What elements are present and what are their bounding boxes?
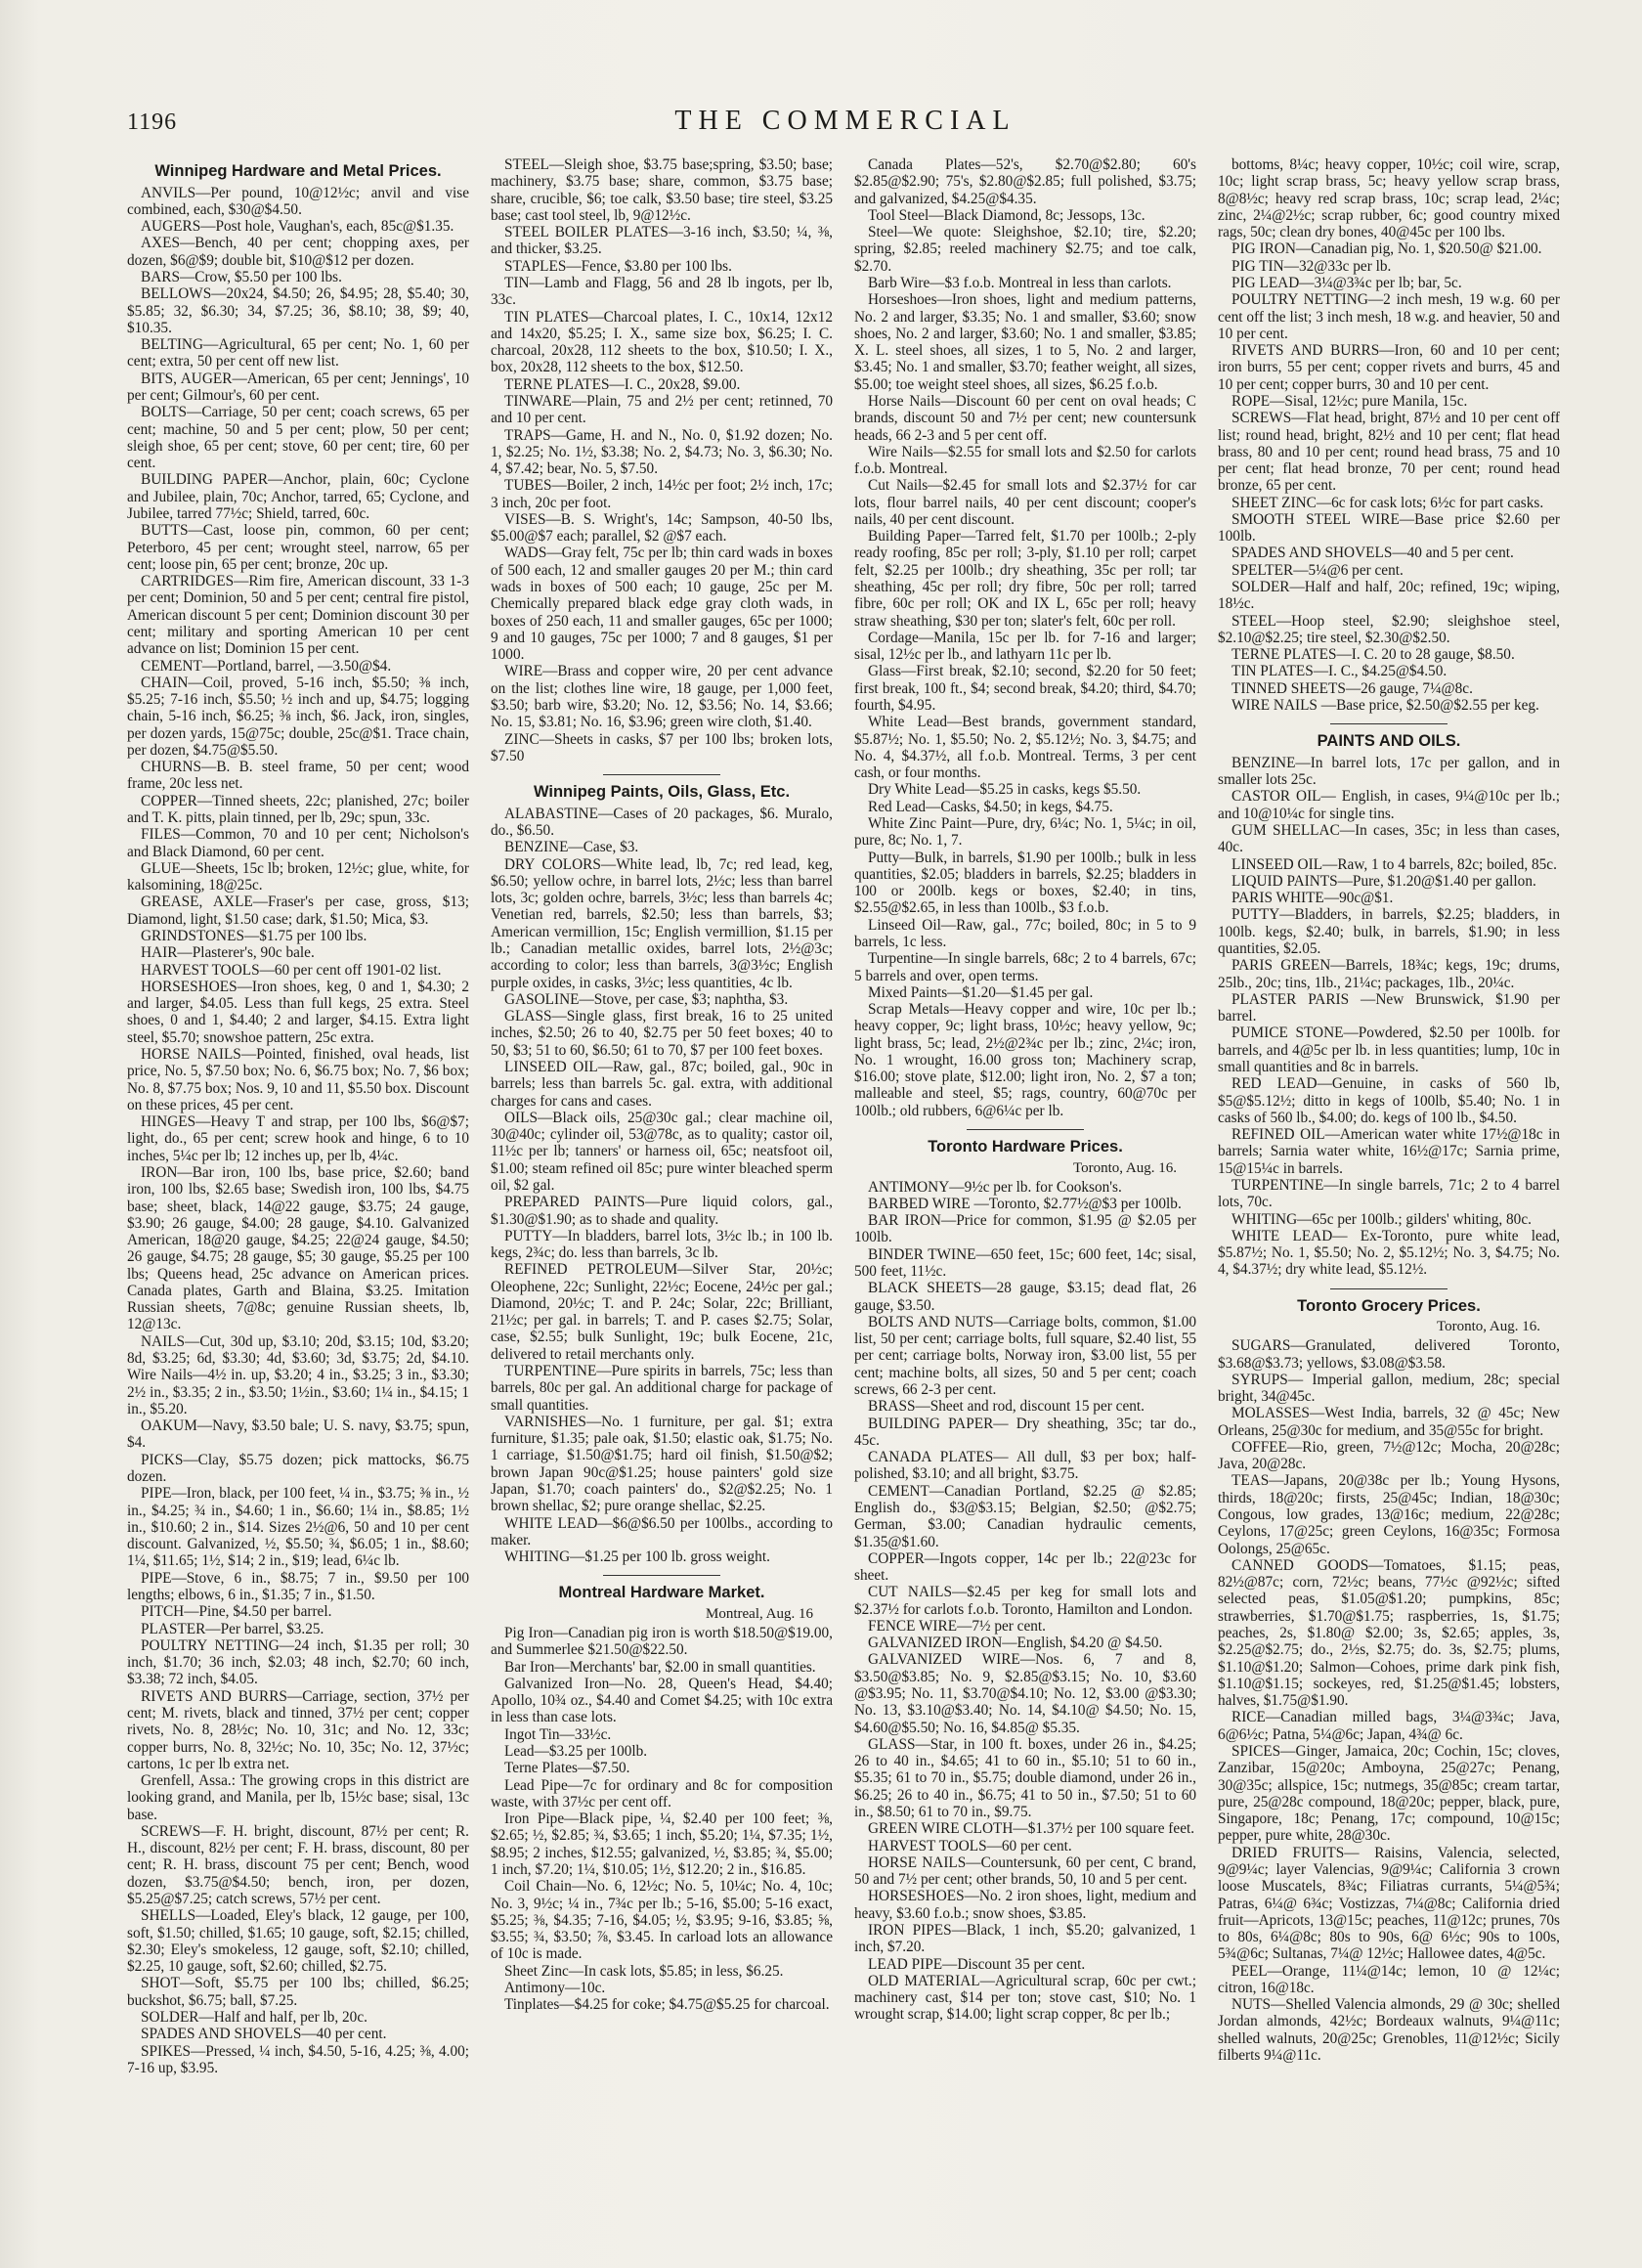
price-entry: BARBED WIRE —Toronto, $2.77½@$3 per 100lb. (868, 1195, 1182, 1212)
price-entry: BOLTS—Carriage, 50 per cent; coach screws, 65 per cent; machine, 50 and 5 per cent; plow, 50 per cent; sleigh shoe, 65 per cent; stove, 60 per cent; tire, 60 per cent. (127, 404, 469, 472)
price-entry: MOLASSES—West India, barrels, 32 @ 45c; New Orleans, 25@30c for medium, and 35@55c for bright. (1218, 1405, 1560, 1439)
price-entry: GASOLINE—Stove, per case, $3; naphtha, $3. (504, 990, 789, 1008)
price-entry: COFFEE—Rio, green, 7½@12c; Mocha, 20@28c; Java, 20@28c. (1218, 1438, 1560, 1473)
price-entry: HORSESHOES—No. 2 iron shoes, light, medium and heavy, $3.60 f.o.b.; snow shoes, $3.85. (854, 1888, 1196, 1922)
price-entry: Putty—Bulk, in barrels, $1.90 per 100lb.; bulk in less quantities, $2.05; bladders in barrels, $2.25; bladders in 100 or 200lb. kegs or boxes, $2.40; in tins, $2.55@$2.65, in less than 100lb., $3 f.o.b. (854, 849, 1196, 917)
price-entry: Lead Pipe—7c for ordinary and 8c for composition waste, with 37½c per cent off. (491, 1776, 833, 1810)
price-entry: LIQUID PAINTS—Pure, $1.20@$1.40 per gallon. (1232, 872, 1536, 890)
price-entry: Lead—$3.25 per 100lb. (504, 1742, 648, 1760)
price-entry: WHITE LEAD— Ex-Toronto, pure white lead, $5.87½; No. 1, $5.50; No. 2, $5.12½; No. 3, $4.75; No. 4, $4.37½; dry white lead, $5.12½. (1218, 1227, 1560, 1279)
price-entry: Ingot Tin—33½c. (504, 1725, 612, 1743)
price-entry: BELTING—Agricultural, 65 per cent; No. 1, 60 per cent; extra, 50 per cent off new list. (127, 336, 469, 371)
price-entry: LINSEED OIL—Raw, 1 to 4 barrels, 82c; boiled, 85c. (1232, 855, 1557, 873)
price-entry: STEEL—Hoop steel, $2.90; sleighshoe steel, $2.10@$2.25; tire steel, $2.30@$2.50. (1218, 612, 1560, 646)
price-entry: BRASS—Sheet and rod, discount 15 per cent. (868, 1398, 1145, 1416)
price-entry: DRIED FRUITS— Raisins, Valencia, selected, 9@9¼c; layer Valencias, 9@9¼c; California 3 crown loose Muscatels, 8¾c; Filiatras currants, 5¼@5¾; Patras, 6¼@ 6¾c; Vostizzas, 7¼@8c; California dried fruit—Apricots, 13@15c; peaches, 11@12c; prunes, 70s to 80s, 6¼@8c; 80s to 90s, 6@ 6½c; 90s to 100s, 5¾@6c; Sultanas, 7¼@ 12½c; Hallowee dates, 4@5c. (1218, 1844, 1560, 1963)
price-entry: WIRE—Brass and copper wire, 20 per cent advance on the list; clothes line wire, 18 gauge, per 1,000 feet, $3.50; barb wire, $3.20; No. 12, $3.56; No. 14, $3.66; No. 15, $3.81; No. 16, $3.96; green wire cloth, $1.40. (491, 663, 833, 731)
price-entry: SYRUPS— Imperial gallon, medium, 28c; special bright, 34@45c. (1218, 1371, 1560, 1406)
price-entry: CANNED GOODS—Tomatoes, $1.15; peas, 82½@87c; corn, 72½c; beans, 77½c @92½c; sifted selected peas, $1.05@$1.20; pumpkins, 85c; strawberries, $1.70@$1.75; raspberries, 1s, $1.75; peaches, 2s, $1.80@ $2.00; 3s, $2.65; apples, 3s, $2.25@$2.75; do., 2½s, $2.75; do. 3s, $2.75; plums, $1.10@$1.20; Salmon—Cohoes, prime dark pink fish, $1.10@$1.15; sockeyes, red, $1.25@$1.45; lobsters, halves, $1.75@$1.90. (1218, 1556, 1560, 1710)
price-entry: TEAS—Japans, 20@38c per lb.; Young Hysons, thirds, 18@20c; firsts, 25@45c; Indian, 18@30c; Congous, low grades, 13@16c; medium, 22@28c; Ceylons, 17@25c; green Ceylons, 16@35c; Formosa Oolongs, 25@65c. (1218, 1472, 1560, 1557)
price-entry: ANTIMONY—9½c per lb. for Cookson's. (868, 1178, 1122, 1196)
price-entry: GLASS—Single glass, first break, 16 to 25 united inches, $2.50; 26 to 40, $2.75 per 50 feet boxes; 40 to 50, $3; 51 to 60, $6.50; 61 to 70, $7 per 100 feet boxes. (491, 1008, 833, 1059)
price-entry: CHURNS—B. B. steel frame, 50 per cent; wood frame, 20c less net. (127, 759, 469, 793)
price-entry: COPPER—Tinned sheets, 22c; planished, 27c; boiler and T. K. pitts, plain tinned, per lb, 29c; spun, 33c. (127, 792, 469, 827)
price-entry: TRAPS—Game, H. and N., No. 0, $1.92 dozen; No. 1, $2.25; No. 1½, $3.38; No. 2, $4.73; No. 3, $6.30; No. 4, $7.42; bear, No. 5, $7.50. (491, 426, 833, 478)
page-header (127, 106, 1564, 145)
price-entry: LEAD PIPE—Discount 35 per cent. (868, 1955, 1086, 1973)
price-entry: COPPER—Ingots copper, 14c per lb.; 22@23c for sheet. (854, 1549, 1196, 1585)
section-divider (603, 774, 720, 775)
price-entry: HARVEST TOOLS—60 per cent. (868, 1837, 1072, 1854)
price-entry: Sheet Zinc—In cask lots, $5.85; in less, $6.25. (504, 1962, 784, 1980)
price-entry: BUILDING PAPER—Anchor, plain, 60c; Cyclone and Jubilee, plain, 70c; Anchor, tarred, 65; Cyclone, and Jubilee, tarred 77½c; Shield, tarred, 60c. (127, 471, 469, 522)
price-entry: Glass—First break, $2.10; second, $2.20 for 50 feet; first break, 100 ft., $4; second break, $4.20; third, $4.70; fourth, $4.95. (854, 663, 1196, 714)
price-entry: STEEL—Sleigh shoe, $3.75 base;spring, $3.50; base; machinery, $3.75 base; share, common, $3.75 base; share, crucible, $6; toe calk, $3.50 base; tire steel, $3.25 base; cast tool steel, lb, 9@12½c. (491, 156, 833, 224)
price-entry: TINNED SHEETS—26 gauge, 7¼@8c. (1232, 679, 1473, 697)
price-entry: CARTRIDGES—Rim fire, American discount, 33 1-3 per cent; Dominion, 50 and 5 per cent; central fire pistol, American discount 5 per cent; Dominion discount 30 per cent; military and sporting American 10 per cent advance on list; Dominion 15 per cent. (127, 573, 469, 658)
price-entry: WADS—Gray felt, 75c per lb; thin card wads in boxes of 500 each, 12 and smaller gauges 20 per M.; thin card wads in boxes of 500 each; 10 gauge, 25c per M. Chemically prepared black edge gray cloth wads, in boxes of 250 each, 11 and smaller gauges, 65c per 1000; 9 and 10 gauges, 75c per 1000; 7 and 8 gauges, $1 per 1000. (491, 545, 833, 664)
price-entry: TIN PLATES—Charcoal plates, I. C., 10x14, 12x12 and 14x20, $5.25; I. X., same size box, $6.25; I. C. charcoal, 20x28, 112 sheets to the box, $10.50; I. X., box, 20x28, 112 sheets to the box, $12.50. (491, 308, 833, 376)
price-entry: AXES—Bench, 40 per cent; chopping axes, per dozen, $6@$9; double bit, $10@$12 per dozen. (127, 235, 469, 269)
price-entry: BENZINE—In barrel lots, 17c per gallon, and in smaller lots 25c. (1218, 754, 1560, 789)
price-entry: PIG TIN—32@33c per lb. (1232, 257, 1392, 275)
price-entry: SCREWS—Flat head, bright, 87½ and 10 per cent off list; round head, bright, 82½ and 10 per cent; flat head brass, 80 and 10 per cent; round head brass, 75 and 10 per cent; flat head bronze, 70 per cent; round head bronze, 65 per cent. (1218, 410, 1560, 495)
dateline: Montreal, Aug. 16 (706, 1606, 813, 1623)
price-entry: TIN—Lamb and Flagg, 56 and 28 lb ingots, per lb, 33c. (491, 274, 833, 309)
price-entry: HAIR—Plasterer's, 90c bale. (141, 944, 315, 962)
price-entry: Cordage—Manila, 15c per lb. for 7-16 and larger; sisal, 12½c per lb., and lathyarn 11c per lb. (854, 629, 1196, 664)
price-entry: BINDER TWINE—650 feet, 15c; 600 feet, 14c; sisal, 500 feet, 11½c. (854, 1245, 1196, 1281)
price-entry: CEMENT—Portland, barrel, —3.50@$4. (141, 657, 392, 675)
price-entry: SHEET ZINC—6c for cask lots; 6½c for part casks. (1232, 494, 1544, 511)
price-entry: CASTOR OIL— English, in cases, 9¼@10c per lb.; and 10@10¼c for single tins. (1218, 788, 1560, 822)
price-entry: TURPENTINE—In single barrels, 71c; 2 to 4 barrel lots, 70c. (1218, 1176, 1560, 1211)
price-entry: POULTRY NETTING—2 inch mesh, 19 w.g. 60 per cent off the list; 3 inch mesh, 18 w.g. and heavier, 50 and 10 per cent. (1218, 291, 1560, 342)
price-entry: Canada Plates—52's, $2.70@$2.80; 60's $2.85@$2.90; 75's, $2.80@$2.85; full polished, $3.75; and galvanized, $4.25@$4.35. (854, 156, 1196, 207)
price-entry: REFINED OIL—American water white 17½@18c in barrels; Sarnia water white, 16½@17c; Sarnia prime, 15@15¼c in barrels. (1218, 1126, 1560, 1177)
price-entry: FENCE WIRE—7½ per cent. (868, 1617, 1046, 1635)
price-entry: PARIS GREEN—Barrels, 18¾c; kegs, 19c; drums, 25lb., 20c; tins, 1lb., 21¼c; packages, 1lb., 20¼c. (1218, 957, 1560, 991)
price-entry: Pig Iron—Canadian pig iron is worth $18.50@$19.00, and Summerlee $21.50@$22.50. (491, 1625, 833, 1659)
price-entry: BUILDING PAPER— Dry sheathing, 35c; tar do., 45c. (854, 1415, 1196, 1449)
price-entry: GUM SHELLAC—In cases, 35c; in less than cases, 40c. (1218, 822, 1560, 856)
price-entry: SCREWS—F. H. bright, discount, 87½ per cent; R. H., discount, 82½ per cent; F. H. brass, discount, 80 per cent; R. H. brass, discount 75 per cent; Bench, wood dozen, $3.75@$4.50; bench, iron, per dozen, $5.25@$7.25; catch screws, 57½ per cent. (127, 1822, 469, 1908)
price-entry: ROPE—Sisal, 12½c; pure Manila, 15c. (1232, 392, 1468, 410)
masthead: THE COMMERCIAL (674, 106, 1016, 136)
text-columns (127, 156, 1564, 2209)
price-entry: SPELTER—5¼@6 per cent. (1232, 561, 1404, 579)
price-entry: CHAIN—Coil, proved, 5-16 inch, $5.50; ⅜ inch, $5.25; 7-16 inch, $5.50; ½ inch and up, $4.75; logging chain, 5-16 inch, $6.25; ⅜ inch, $6. Jack, iron, singles, per dozen yards, 15@75c; double, 25c@$1. Trace chain, per dozen, $4.75@$5.50. (127, 674, 469, 759)
price-entry: SHELLS—Loaded, Eley's black, 12 gauge, per 100, soft, $1.50; chilled, $1.65; 10 gauge, soft, $2.15; chilled, $2.30; Eley's smokeless, 12 gauge, soft, $2.10; chilled, $2.25, 10 gauge, soft, $2.60; chilled, $2.75. (127, 1907, 469, 1976)
price-entry: NAILS—Cut, 30d up, $3.10; 20d, $3.15; 10d, $3.20; 8d, $3.25; 6d, $3.30; 4d, $3.60; 3d, $3.75; 2d, $4.10. Wire Nails—4½ in. up, $3.20; 4 in., $3.25; 3 in., $3.30; 2½ in., $3.35; 2 in., $3.50; 1½in., $3.60; 1¼ in., $4.15; 1 in., $5.20. (127, 1332, 469, 1418)
price-entry: SUGARS—Granulated, delivered Toronto, $3.68@$3.73; yellows, $3.08@$3.58. (1218, 1337, 1560, 1372)
price-entry: ZINC—Sheets in casks, $7 per 100 lbs; broken lots, $7.50 (491, 730, 833, 764)
price-entry: POULTRY NETTING—24 inch, $1.35 per roll; 30 inch, $1.70; 36 inch, $2.03; 48 inch, $2.70; 60 inch, $3.38; 72 inch, $4.05. (127, 1636, 469, 1688)
column-1 (127, 156, 469, 2209)
price-entry: Building Paper—Tarred felt, $1.70 per 100lb.; 2-ply ready roofing, 85c per roll; 3-ply, $1.10 per roll; carpet felt, $2.25 per 100lb.; dry sheathing, 35c per roll; tar sheathing, 45c per roll; dry fibre, 50c per roll; tarred fibre, 60c per roll; OK and IX L, 65c per roll; heavy straw sheathing, $30 per ton; slater's felt, 60c per roll. (854, 528, 1196, 630)
price-entry: PITCH—Pine, $4.50 per barrel. (141, 1603, 332, 1621)
price-entry: Bar Iron—Merchants' bar, $2.00 in small quantities. (504, 1658, 816, 1676)
dateline: Toronto, Aug. 16. (1436, 1319, 1540, 1335)
price-entry: TURPENTINE—Pure spirits in barrels, 75c; less than barrels, 80c per gal. An additional charge for package of small quantities. (491, 1363, 833, 1414)
price-entry: RIVETS AND BURRS—Iron, 60 and 10 per cent; iron burrs, 55 per cent; copper rivets and burrs, 45 and 10 per cent; copper burrs, 30 and 10 per cent. (1218, 342, 1560, 393)
price-entry: VISES—B. S. Wright's, 14c; Sampson, 40-50 lbs, $5.00@$7 each; parallel, $2 @$7 each. (491, 510, 833, 545)
section-title: Winnipeg Hardware and Metal Prices. (154, 162, 442, 180)
price-entry: Tool Steel—Black Diamond, 8c; Jessops, 13c. (868, 206, 1145, 224)
price-entry: HARVEST TOOLS—60 per cent off 1901-02 list. (141, 961, 442, 979)
price-entry: OLD MATERIAL—Agricultural scrap, 60c per cwt.; machinery cast, $14 per ton; stove cast, $10; No. 1 wrought scrap, $14.00; light scrap copper, 8c per lb.; (854, 1972, 1196, 2024)
section-title: PAINTS AND OILS. (1317, 732, 1461, 751)
price-entry: BITS, AUGER—American, 65 per cent; Jennings', 10 per cent; Gilmour's, 60 per cent. (127, 370, 469, 405)
price-entry: TUBES—Boiler, 2 inch, 14½c per foot; 2½ inch, 17c; 3 inch, 20c per foot. (491, 477, 833, 511)
section-title: Winnipeg Paints, Oils, Glass, Etc. (533, 783, 791, 802)
price-entry: BUTTS—Cast, loose pin, common, 60 per cent; Peterboro, 45 per cent; wrought steel, narrow, 65 per cent; loose pin, 65 per cent; bronze, 20c up. (127, 522, 469, 573)
price-entry: PIPE—Iron, black, per 100 feet, ¼ in., $3.75; ⅜ in., ½ in., $4.25; ¾ in., $4.60; 1 in., $6.60; 1¼ in., $8.85; 1½ in., $10.60; 2 in., $14. Sizes 2½@6, 50 and 10 per cent discount. Galvanized, ½, $5.50; ¾, $6.05; 1 in., $8.60; 1¼, $11.65; 1½, $14; 2 in., $19; lead, 6¼c lb. (127, 1485, 469, 1570)
price-entry: Mixed Paints—$1.20—$1.45 per gal. (868, 983, 1094, 1001)
price-entry: Red Lead—Casks, $4.50; in kegs, $4.75. (868, 798, 1113, 815)
price-entry: GLUE—Sheets, 15c lb; broken, 12½c; glue, white, for kalsomining, 18@25c. (127, 859, 469, 894)
price-entry: BAR IRON—Price for common, $1.95 @ $2.05 per 100lb. (854, 1212, 1196, 1246)
price-entry: RIVETS AND BURRS—Carriage, section, 37½ per cent; M. rivets, black and tinned, 37½ per cent; copper rivets, No. 8, 28½c; No. 10, 31c; and No. 12, 33c; copper burrs, No. 8, 32½c; No. 10, 35c; No. 12, 37½c; cartons, 1c per lb extra net. (127, 1687, 469, 1772)
page-number: 1196 (127, 109, 178, 135)
section-divider (1330, 723, 1448, 724)
price-entry: GALVANIZED IRON—English, $4.20 @ $4.50. (868, 1635, 1163, 1652)
price-entry: PIG IRON—Canadian pig, No. 1, $20.50@ $21.00. (1232, 240, 1542, 258)
price-entry: GALVANIZED WIRE—Nos. 6, 7 and 8, $3.50@$3.85; No. 9, $2.85@$3.15; No. 10, $3.60 @$3.95; No. 11, $3.70@$4.10; No. 12, $3.00 @$3.30; No. 13, $3.10@$3.40; No. 14, $4.10@ $4.50; No. 15, $4.60@$5.50; No. 16, $4.85@ $5.35. (854, 1651, 1196, 1736)
price-entry: White Lead—Best brands, government standard, $5.87½; No. 1, $5.50; No. 2, $5.12½; No. 3, $4.75; and No. 4, $4.37½, all f.o.b. Montreal. Terms, 3 per cent cash, or four months. (854, 714, 1196, 782)
price-entry: Turpentine—In single barrels, 68c; 2 to 4 barrels, 67c; 5 barrels and over, open terms. (854, 950, 1196, 984)
price-entry: Tinplates—$4.25 for coke; $4.75@$5.25 for charcoal. (504, 1996, 830, 2014)
price-entry: Wire Nails—$2.55 for small lots and $2.50 for carlots f.o.b. Montreal. (854, 443, 1196, 478)
section-divider (1330, 1288, 1448, 1289)
price-entry: PUTTY—Bladders, in barrels, $2.25; bladders, in 100lb. kegs, $2.40; bulk, in barrels, $1.90; in less quantities, $2.05. (1218, 906, 1560, 958)
section-title: Montreal Hardware Market. (558, 1584, 765, 1602)
price-entry: RICE—Canadian milled bags, 3¼@3¾c; Java, 6@6½c; Patna, 5¼@6c; Japan, 4¾@ 6c. (1218, 1709, 1560, 1743)
column-4 (1218, 156, 1560, 2209)
price-entry: PIPE—Stove, 6 in., $8.75; 7 in., $9.50 per 100 lengths; elbows, 6 in., $1.35; 7 in., $1.50. (127, 1569, 469, 1603)
price-entry: Horse Nails—Discount 60 per cent on oval heads; C brands, discount 50 and 7½ per cent; new countersunk heads, 66 2-3 and 5 per cent off. (854, 392, 1196, 444)
price-entry: CUT NAILS—$2.45 per keg for small lots and $2.37½ for carlots f.o.b. Toronto, Hamilton and London. (854, 1584, 1196, 1618)
price-entry: HINGES—Heavy T and strap, per 100 lbs, $6@$7; light, do., 65 per cent; screw hook and hinge, 6 to 10 inches, 5¼c per lb; 12 inches up, per lb, 4¼c. (127, 1113, 469, 1164)
price-entry: Linseed Oil—Raw, gal., 77c; boiled, 80c; in 5 to 9 barrels, 1c less. (854, 916, 1196, 950)
price-entry: Galvanized Iron—No. 28, Queen's Head, $4.40; Apollo, 10¾ oz., $4.40 and Comet $4.25; with 10c extra in less than case lots. (491, 1675, 833, 1726)
section-divider (967, 1129, 1084, 1130)
price-entry: WHITE LEAD—$6@$6.50 per 100lbs., according to maker. (491, 1514, 833, 1548)
price-entry: Steel—We quote: Sleighshoe, $2.10; tire, $2.20; spring, $2.85; reeled machinery $2.75; and toe calk, $2.70. (854, 224, 1196, 275)
price-entry: BLACK SHEETS—28 gauge, $3.15; dead flat, 26 gauge, $3.50. (854, 1280, 1196, 1314)
price-entry: PICKS—Clay, $5.75 dozen; pick mattocks, $6.75 dozen. (127, 1451, 469, 1486)
price-entry: Barb Wire—$3 f.o.b. Montreal in less than carlots. (868, 274, 1172, 291)
price-entry: WIRE NAILS —Base price, $2.50@$2.55 per keg. (1232, 697, 1539, 714)
price-entry: GRINDSTONES—$1.75 per 100 lbs. (141, 928, 367, 945)
section-title: Toronto Hardware Prices. (928, 1138, 1123, 1156)
price-entry: STEEL BOILER PLATES—3-16 inch, $3.50; ¼, ⅜, and thicker, $3.25. (491, 224, 833, 258)
price-entry: Terne Plates—$7.50. (504, 1760, 630, 1777)
price-entry: OILS—Black oils, 25@30c gal.; clear machine oil, 30@40c; cylinder oil, 53@78c, as to quality; castor oil, 11½c per lb; tanners' or harness oil, 65c; neatsfoot oil, $1.00; steam refined oil 85c; pure winter bleached sperm oil, $2 gal. (491, 1109, 833, 1194)
price-entry: OAKUM—Navy, $3.50 bale; U. S. navy, $3.75; spun, $4. (127, 1418, 469, 1452)
price-entry: TERNE PLATES—I. C., 20x28, $9.00. (504, 375, 741, 393)
price-entry: BELLOWS—20x24, $4.50; 26, $4.95; 28, $5.40; 30, $5.85; 32, $6.30; 34, $7.25; 36, $8.10; 38, $9; 40, $10.35. (127, 285, 469, 336)
price-entry: ALABASTINE—Cases of 20 packages, $6. Muralo, do., $6.50. (491, 805, 833, 840)
price-entry: ANVILS—Per pound, 10@12½c; anvil and vise combined, each, $30@$4.50. (127, 184, 469, 218)
price-entry: PUMICE STONE—Powdered, $2.50 per 100lb. for barrels, and 4@5c per lb. in less quantities; lump, 10c in small quantities and 8c in barrels. (1218, 1025, 1560, 1075)
price-entry: HORSE NAILS—Pointed, finished, oval heads, list price, No. 5, $7.50 box; No. 6, $6.75 box; No. 7, $6 box; No. 8, $7.75 box; Nos. 9, 10 and 11, $5.50 box. Discount on these prices, 45 per cent. (127, 1045, 469, 1113)
price-entry: STAPLES—Fence, $3.80 per 100 lbs. (504, 257, 732, 275)
column-3 (854, 156, 1196, 2209)
price-entry: Iron Pipe—Black pipe, ¼, $2.40 per 100 feet; ⅜, $2.65; ½, $2.85; ¾, $3.65; 1 inch, $5.20; 1¼, $7.35; 1½, $8.95; 2 inches, $12.55; galvanized, ½, $3.85; ¾, $5.00; 1 inch, $7.20; 1¼, $10.05; 1½, $12.20; 2 in., $16.85. (491, 1810, 833, 1878)
price-entry: CEMENT—Canadian Portland, $2.25 @ $2.85; English do., $3@$3.15; Belgian, $2.50; @$2.75; German, $3.00; Canadian hydraulic cements, $1.35@$1.60. (854, 1482, 1196, 1550)
dateline: Toronto, Aug. 16. (1072, 1159, 1177, 1176)
price-entry: SPICES—Ginger, Jamaica, 20c; Cochin, 15c; cloves, Zanzibar, 15@20c; Amboyna, 25@27c; Penang, 30@35c; allspice, 15c; nutmegs, 35@85c; cream tartar, pure, 25@28c compound, 18@20c; pepper, black, pure, Singapore, 18c; Penang, 17c; compound, 10@15c; pepper, pure white, 28@30c. (1218, 1742, 1560, 1845)
section-divider (603, 1575, 720, 1576)
price-entry: REFINED PETROLEUM—Silver Star, 20½c; Oleophene, 22c; Sunlight, 22½c; Eocene, 24½c per gal.; Diamond, 20½c; T. and P. 24c; Solar, 22c; Brilliant, 21½c; per gal. in barrels; T. and P. cases $2.75; Solar, case, $2.55; bulk Sunlight, 19c; bulk Eocene, 21c, delivered to retail merchants only. (491, 1261, 833, 1363)
price-entry: SHOT—Soft, $5.75 per 100 lbs; chilled, $6.25; buckshot, $6.75; ball, $7.25. (127, 1975, 469, 2009)
price-entry: PARIS WHITE—90c@$1. (1232, 890, 1394, 907)
price-entry: Antimony—10c. (504, 1979, 606, 1996)
price-entry: Dry White Lead—$5.25 in casks, kegs $5.50. (868, 781, 1142, 799)
price-entry: VARNISHES—No. 1 furniture, per gal. $1; extra furniture, $1.35; pale oak, $1.50; elastic oak, $1.75; No. 1 carriage, $1.50@$1.75; hard oil finish, $1.50@$2; brown Japan 90c@$1.25; house painters' gold size Japan, $1.70; coach painters' do., $2@$2.25; No. 1 brown shellac, $2; pure orange shellac, $2.25. (491, 1413, 833, 1515)
price-entry: SPADES AND SHOVELS—40 and 5 per cent. (1232, 545, 1514, 562)
price-entry: SMOOTH STEEL WIRE—Base price $2.60 per 100lb. (1218, 510, 1560, 545)
price-entry: Grenfell, Assa.: The growing crops in this district are looking grand, and Manila, per lb, 15½c base; sisal, 13c base. (127, 1772, 469, 1823)
price-entry: WHITING—65c per 100lb.; gilders' whiting, 80c. (1232, 1210, 1532, 1228)
price-entry: SOLDER—Half and half, per lb, 20c. (141, 2009, 367, 2027)
price-entry: RED LEAD—Genuine, in casks of 560 lb, $5@$5.12½; ditto in kegs of 100lb, $5.40; No. 1 in casks of 560 lb., $4.00; do. kegs of 100 lb., $4.50. (1218, 1075, 1560, 1126)
price-entry: WHITING—$1.25 per 100 lb. gross weight. (504, 1548, 770, 1566)
price-entry: DRY COLORS—White lead, lb, 7c; red lead, keg, $6.50; yellow ochre, in barrel lots, 2½c; less than barrel lots, 3c; golden ochre, barrels, 3½c; less than barrels 4c; Venetian red, barrels, $2.50; less than barrels, $3; American vermillion, 15c; English vermillion, $1.15 per lb.; Canadian metallic oxides, barrel lots, 2½@3c; according to color; less than barrels, 3@3½c; English purple oxides, in casks, 3½c; less quantities, 4c lb. (491, 855, 833, 991)
price-entry: White Zinc Paint—Pure, dry, 6¼c; No. 1, 5¼c; in oil, pure, 8c; No. 1, 7. (854, 814, 1196, 850)
price-entry: bottoms, 8¼c; heavy copper, 10½c; coil wire, scrap, 10c; light scrap brass, 5c; heavy yellow scrap brass, 8@8½c; heavy red scrap brass, 10c; scrap lead, 2¼c; zinc, 2¼@2½c; scrap rubber, 6c; good country mixed rags, 50c; clean dry bones, 40@45c per 100 lbs. (1218, 156, 1560, 241)
price-entry: HORSE NAILS—Countersunk, 60 per cent, C brand, 50 and 7½ per cent; other brands, 50, 10 and 5 per cent. (854, 1854, 1196, 1889)
price-entry: BOLTS AND NUTS—Carriage bolts, common, $1.00 list, 50 per cent; carriage bolts, full square, $2.40 list, 55 per cent; carriage bolts, Norway iron, $3.00 list, 55 per cent; machine bolts, all sizes, 50 and 5 per cent; coach screws, 66 2-3 per cent. (854, 1313, 1196, 1398)
price-entry: SOLDER—Half and half, 20c; refined, 19c; wiping, 18½c. (1218, 579, 1560, 613)
price-entry: GREASE, AXLE—Fraser's per case, gross, $13; Diamond, light, $1.50 case; dark, $1.50; Mica, $3. (127, 894, 469, 928)
price-entry: PUTTY—In bladders, barrel lots, 3½c lb.; in 100 lb. kegs, 2¾c; do. less than barrels, 3c lb. (491, 1227, 833, 1262)
price-entry: HORSESHOES—Iron shoes, keg, 0 and 1, $4.30; 2 and larger, $4.05. Less than full kegs, 25 extra. Steel shoes, 0 and 1, $4.40; 2 and larger, $4.15. Extra light steel, $5.70; snowshoe pattern, 25c extra. (127, 978, 469, 1046)
section-title: Toronto Grocery Prices. (1297, 1296, 1481, 1315)
price-entry: IRON—Bar iron, 100 lbs, base price, $2.60; band iron, 100 lbs, $2.65 base; Swedish iron, 100 lbs, $4.75 base; sheet, black, 14@22 gauge, $3.75; 24 gauge, $3.90; 26 gauge, $4.00; 28 gauge, $4.10. Galvanized American, 18@20 gauge, $4.25; 22@24 gauge, $4.50; 26 gauge, $4.75; 28 gauge, $5; 30 gauge, $5.25 per 100 lbs; Queens head, 25c advance on American prices. Canada plates, Garth and Blaina, $3.25. Imitation Russian sheets, 7@8c; genuine Russian sheets, lb, 12@13c. (127, 1163, 469, 1333)
price-entry: Coil Chain—No. 6, 12½c; No. 5, 10¼c; No. 4, 10c; No. 3, 9½c; ¼ in., 7¾c per lb.; 5-16, $5.00; 5-16 exact, $5.25; ⅜, $4.35; 7-16, $4.05; ½, $3.95; 9-16, $3.85; ⅝, $3.55; ¾, $3.50; ⅞, $3.45. In carload lots an allowance of 10c is made. (491, 1878, 833, 1963)
price-entry: GREEN WIRE CLOTH—$1.37½ per 100 square feet. (868, 1820, 1195, 1838)
price-entry: Scrap Metals—Heavy copper and wire, 10c per lb.; heavy copper, 9c; light brass, 10½c; heavy yellow, 9c; light brass, 5c; lead, 2½@2¾c per lb.; zinc, 2¼c; iron, No. 1 wrought, 16.00 gross ton; Machinery scrap, $16.00; stove plate, $12.00; light iron, No. 2, $7 a ton; malleable and steel, $5; rags, country, 60@70c per 100lb.; old rubbers, 6@6¼c per lb. (854, 1001, 1196, 1119)
price-entry: IRON PIPES—Black, 1 inch, $5.20; galvanized, 1 inch, $7.20. (854, 1921, 1196, 1956)
price-entry: FILES—Common, 70 and 10 per cent; Nicholson's and Black Diamond, 60 per cent. (127, 826, 469, 860)
price-entry: BARS—Crow, $5.50 per 100 lbs. (141, 269, 342, 286)
price-entry: PIG LEAD—3¼@3¾c per lb; bar, 5c. (1232, 274, 1462, 291)
price-entry: TERNE PLATES—I. C. 20 to 28 gauge, $8.50. (1232, 646, 1515, 664)
price-entry: CANADA PLATES— All dull, $3 per box; half-polished, $3.10; and all bright, $3.75. (854, 1449, 1196, 1483)
price-entry: BENZINE—Case, $3. (504, 839, 639, 856)
price-entry: PLASTER—Per barrel, $3.25. (141, 1620, 324, 1637)
price-entry: PEEL—Orange, 11¼@14c; lemon, 10 @ 12¼c; citron, 16@18c. (1218, 1962, 1560, 1996)
price-entry: AUGERS—Post hole, Vaughan's, each, 85c@$1.35. (141, 218, 454, 236)
price-entry: TINWARE—Plain, 75 and 2½ per cent; retinned, 70 and 10 per cent. (491, 392, 833, 427)
price-entry: LINSEED OIL—Raw, gal., 87c; boiled, gal., 90c in barrels; less than barrels 5c. gal. extra, with additional charges for cans and cases. (491, 1058, 833, 1110)
price-entry: Cut Nails—$2.45 for small lots and $2.37½ for car lots, flour barrel nails, 40 per cent discount; cooper's nails, 40 per cent discount. (854, 477, 1196, 528)
price-entry: TIN PLATES—I. C., $4.25@$4.50. (1232, 663, 1448, 680)
price-entry: SPIKES—Pressed, ¼ inch, $4.50, 5-16, 4.25; ⅜, 4.00; 7-16 up, $3.95. (127, 2042, 469, 2076)
price-entry: GLASS—Star, in 100 ft. boxes, under 26 in., $4.25; 26 to 40 in., $4.65; 41 to 60 in., $5.10; 51 to 60 in., $5.35; 61 to 70 in., $5.75; double diamond, under 26 in., $6.25; 26 to 40 in., $6.75; 41 to 50 in., $7.50; 51 to 60 in., $8.50; 61 to 70 in., $9.75. (854, 1735, 1196, 1821)
price-entry: Horseshoes—Iron shoes, light and medium patterns, No. 2 and larger, $3.35; No. 1 and smaller, $3.60; snow shoes, No. 2 and larger, $3.60; No. 1 and smaller, $3.85; X. L. steel shoes, all sizes, 1 to 5, No. 2 and larger, $3.45; No. 1 and smaller, $3.70; feather weight, all sizes, $5.00; toe weight steel shoes, all sizes, $6.25 f.o.b. (854, 291, 1196, 393)
price-entry: SPADES AND SHOVELS—40 per cent. (141, 2026, 387, 2043)
price-entry: PREPARED PAINTS—Pure liquid colors, gal., $1.30@$1.90; as to shade and quality. (491, 1194, 833, 1228)
column-2 (491, 156, 833, 2209)
price-entry: NUTS—Shelled Valencia almonds, 29 @ 30c; shelled Jordan almonds, 42½c; Bordeaux walnuts, 9¼@11c; shelled walnuts, 20@25c; Grenobles, 11@12½c; Sicily filberts 9¼@11c. (1218, 1996, 1560, 2065)
price-entry: PLASTER PARIS —New Brunswick, $1.90 per barrel. (1218, 990, 1560, 1025)
